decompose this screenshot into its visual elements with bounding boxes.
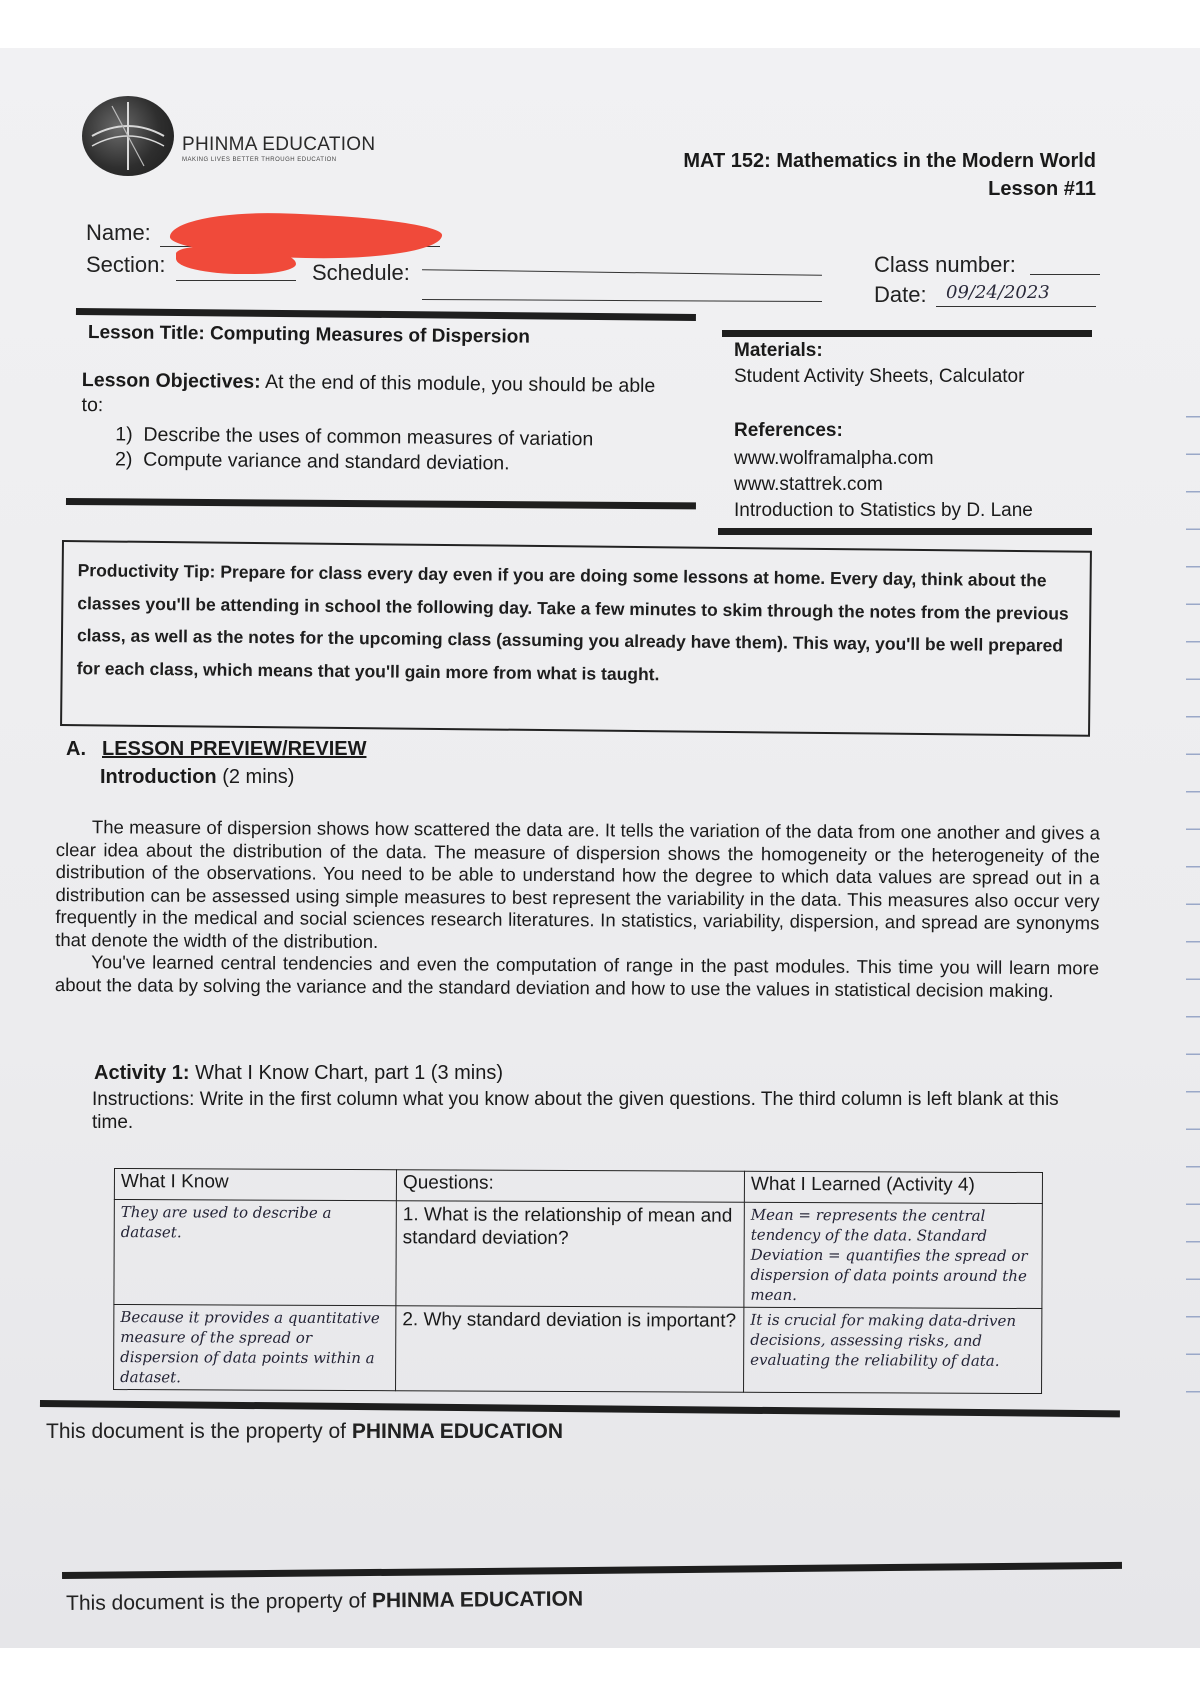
reference-item: www.stattrek.com (734, 474, 883, 495)
materials-label: Materials: (734, 340, 823, 361)
intro-title: Introduction (100, 766, 217, 788)
footer-prefix: This document is the property of (66, 1589, 367, 1615)
date-value: 09/24/2023 (946, 282, 1050, 303)
question-cell: 1. What is the relationship of mean and standard deviation? (396, 1201, 744, 1308)
footer-owner: PHINMA EDUCATION (371, 1587, 584, 1613)
footer-owner: PHINMA EDUCATION (351, 1420, 563, 1443)
what-i-know-cell: They are used to describe a dataset. (114, 1200, 396, 1306)
footer-text-2 (66, 1587, 583, 1616)
reference-item: Introduction to Statistics by D. Lane (734, 500, 1033, 521)
activity-1-subtitle: What I Know Chart, part 1 (3 mins) (195, 1062, 504, 1084)
intro-heading (100, 766, 294, 789)
section-label: Section: (86, 252, 166, 277)
chart-header-row (114, 1169, 1042, 1204)
table-row (114, 1305, 1042, 1394)
footer-text (46, 1420, 563, 1444)
schedule-label: Schedule: (312, 260, 410, 285)
brand-tagline: MAKING LIVES BETTER THROUGH EDUCATION (182, 157, 337, 163)
what-i-know-cell: Because it provides a quantitative measure of the spread or dispersion of data points within a dataset. (114, 1305, 396, 1391)
references-label: References: (734, 420, 843, 441)
objective-text: Compute variance and standard deviation. (143, 448, 510, 475)
footer-prefix: This document is the property of (46, 1420, 346, 1443)
brand-name: PHINMA EDUCATION (182, 134, 376, 155)
intro-paragraph-1: The measure of dispersion shows how scattered the data are. It tells the variation of the data from one another and gives a clear idea about the distribution of the data. The measure of dispersion shows the homogeneity or the heterogeneity of the distribution of the observations. You need to be able to understand how the degree to which data values are spread out in a distribution can be assessed using simple measures to best represent the variability in the data. This measures also occur very frequently in the medical and social sciences research literatures. In statistics, variability, dispersion, and spread are synonyms that denote the width of the distribution. (55, 816, 1100, 952)
column-header: What I Know (114, 1169, 396, 1201)
lesson-title-text: Computing Measures of Dispersion (209, 323, 530, 348)
divider-right-lower (718, 528, 1092, 535)
what-i-know-chart (113, 1168, 1043, 1394)
column-header: Questions: (396, 1170, 744, 1203)
activity-1-instructions: Instructions: Write in the first column what you know about the given questions. The third column is left blank at this time. (92, 1089, 1059, 1133)
lesson-objectives (81, 368, 662, 478)
intro-body (55, 816, 1100, 1002)
objectives-intro: At the end of this module, you should be able to: (81, 370, 656, 417)
what-i-learned-cell: Mean = represents the central tendency of the data. Standard Deviation = quantifies the spread or dispersion of data points around the mean. (744, 1202, 1042, 1308)
what-i-learned-cell: It is crucial for making data-driven decisions, assessing risks, and evaluating the reliability of data. (744, 1307, 1042, 1393)
section-heading: LESSON PREVIEW/REVIEW (102, 738, 367, 760)
section-letter: A. (66, 738, 86, 760)
objective-number: 1) (115, 423, 133, 446)
course-title: MAT 152: Mathematics in the Modern World (683, 150, 1096, 172)
objectives-list (81, 422, 661, 478)
reference-item: www.wolframalpha.com (734, 448, 934, 469)
table-row (114, 1200, 1042, 1309)
activity-1-title: Activity 1: (94, 1062, 190, 1084)
materials-text: Student Activity Sheets, Calculator (734, 366, 1025, 387)
phinma-logo-icon (82, 96, 174, 176)
lesson-number: Lesson #11 (988, 178, 1096, 200)
divider-right (722, 330, 1092, 337)
intro-paragraph-2: You've learned central tendencies and even the computation of range in the past modules. This time you will learn more about the data by solving the variance and the standard deviation and how to use the values in statistical decision making. (54, 951, 1100, 1001)
class-number-underline (1030, 274, 1100, 275)
date-underline (936, 306, 1096, 307)
column-header: What I Learned (Activity 4) (744, 1171, 1042, 1203)
productivity-tip-box (60, 540, 1092, 737)
productivity-tip-text: Productivity Tip: Prepare for class every day even if you are doing some lessons at home. Every day, think about the classes you'll be attending in school the following day. Take a few minutes to skim through the notes from the previous class, as well as the notes for the upcoming class (assuming you already have them). This way, you'll be well prepared for each class, which means that you'll gain more from what is taught. (76, 560, 1069, 684)
section-underline (176, 280, 296, 281)
class-number-label: Class number: (874, 252, 1016, 277)
references-list (734, 446, 1033, 524)
objective-number: 2) (114, 448, 133, 471)
objectives-label: Lesson Objectives: (81, 368, 261, 393)
background-notebook-edge (1186, 380, 1200, 1400)
date-label: Date: (874, 282, 927, 307)
question-cell: 2. Why standard deviation is important? (396, 1306, 744, 1393)
activity-1-heading (94, 1062, 503, 1085)
intro-time: (2 mins) (222, 766, 295, 788)
lesson-title-label: Lesson Title: (87, 322, 205, 345)
lesson-title (88, 322, 530, 349)
name-label: Name: (86, 220, 151, 245)
objective-text: Describe the uses of common measures of variation (143, 423, 594, 451)
